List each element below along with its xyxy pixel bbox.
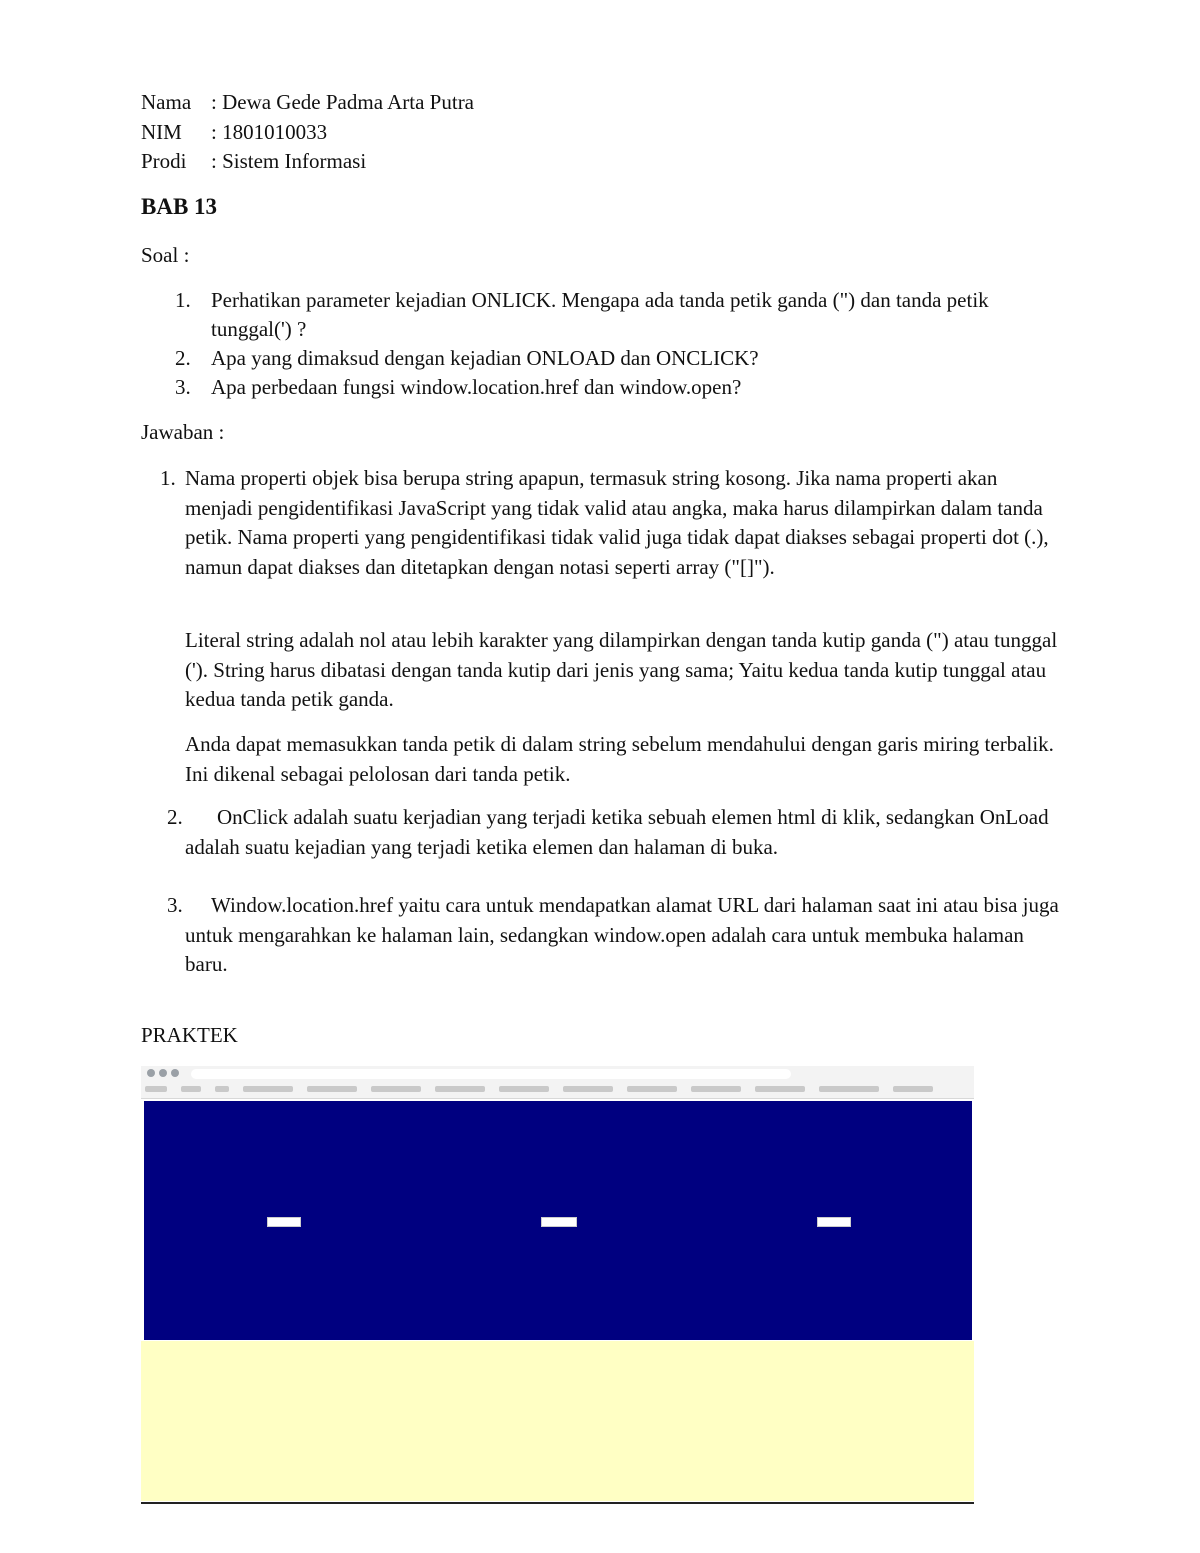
question-item xyxy=(141,344,1041,373)
bookmark-item xyxy=(819,1086,879,1092)
question-item xyxy=(141,286,1041,344)
question-number: 3. xyxy=(175,375,191,399)
bookmark-item xyxy=(181,1086,201,1092)
identity-label: Nama xyxy=(141,90,192,114)
question-number: 1. xyxy=(175,288,191,312)
question-list xyxy=(141,286,1041,402)
answer-2-text: OnClick adalah suatu kerjadian yang terjadi ketika sebuah elemen html di klik, sedangkan OnLoad adalah suatu kejadian yang terjadi ketika elemen dan halaman di buka. xyxy=(185,805,1049,859)
bookmark-item xyxy=(893,1086,933,1092)
practice-screenshot xyxy=(141,1066,974,1503)
bookmark-item xyxy=(371,1086,421,1092)
answer-3-text: Window.location.href yaitu cara untuk mendapatkan alamat URL dari halaman saat ini atau bisa juga untuk mengarahkan ke halaman lain, sedangkan window.open adalah cara untuk membuka halaman baru. xyxy=(185,893,1059,976)
identity-row-prodi xyxy=(141,147,474,177)
rendered-page-blue-section xyxy=(144,1101,972,1340)
identity-row-nama xyxy=(141,88,474,118)
bookmark-item xyxy=(499,1086,549,1092)
praktek-label: PRAKTEK xyxy=(141,1023,238,1047)
bookmark-item xyxy=(627,1086,677,1092)
bookmark-item xyxy=(243,1086,293,1092)
answer-number: 3. xyxy=(167,893,183,917)
demo-button xyxy=(817,1217,851,1227)
question-text: Apa yang dimaksud dengan kejadian ONLOAD dan ONCLICK? xyxy=(211,346,759,370)
answer-number: 2. xyxy=(167,805,183,829)
bottom-divider xyxy=(141,1502,974,1504)
bookmark-item xyxy=(215,1086,229,1092)
answer-1-paragraph-2: Literal string adalah nol atau lebih karakter yang dilampirkan dengan tanda kutip ganda (") atau tunggal ('). String harus dibatasi dengan tanda kutip dari jenis yang sama; Yaitu kedua tanda kutip tunggal atau kedua tanda petik ganda. xyxy=(185,628,1058,711)
identity-block xyxy=(141,88,474,177)
bookmark-item xyxy=(563,1086,613,1092)
bookmark-item xyxy=(307,1086,357,1092)
bookmark-item xyxy=(145,1086,167,1092)
bookmark-item xyxy=(755,1086,805,1092)
answer-number: 1. xyxy=(160,466,176,490)
bookmark-item xyxy=(691,1086,741,1092)
browser-toolbar xyxy=(141,1066,974,1099)
forward-icon xyxy=(159,1069,167,1077)
identity-value: : 1801010033 xyxy=(211,119,328,144)
identity-value: : Dewa Gede Padma Arta Putra xyxy=(211,90,475,114)
answer-1-paragraph-3: Anda dapat memasukkan tanda petik di dalam string sebelum mendahului dengan garis miring terbalik. Ini dikenal sebagai pelolosan dari tanda petik. xyxy=(185,732,1054,786)
reload-icon xyxy=(171,1069,179,1077)
question-number: 2. xyxy=(175,346,191,370)
jawaban-label: Jawaban : xyxy=(141,420,225,444)
question-item xyxy=(141,373,1041,402)
identity-label: NIM xyxy=(141,119,182,144)
demo-button xyxy=(541,1217,577,1227)
identity-value: : Sistem Informasi xyxy=(211,149,367,173)
chapter-heading: BAB 13 xyxy=(141,194,218,219)
bookmarks-bar xyxy=(145,1084,970,1093)
answer-1-paragraph-1: Nama properti objek bisa berupa string apapun, termasuk string kosong. Jika nama properti akan menjadi pengidentifikasi JavaScript yang tidak valid atau angka, maka harus dilampirkan dalam tanda petik. Nama properti yang pengidentifikasi tidak valid juga tidak dapat diakses sebagai properti dot (.), namun dapat diakses dan ditetapkan dengan notasi seperti array ("[]"). xyxy=(185,466,1049,579)
identity-label: Prodi xyxy=(141,149,187,173)
address-bar xyxy=(191,1069,791,1079)
back-icon xyxy=(147,1069,155,1077)
soal-label: Soal : xyxy=(141,243,190,267)
question-text: Apa perbedaan fungsi window.location.href dan window.open? xyxy=(211,375,742,399)
bookmark-item xyxy=(435,1086,485,1092)
identity-row-nim xyxy=(141,118,474,148)
demo-button xyxy=(267,1217,301,1227)
question-text: Perhatikan parameter kejadian ONLICK. Mengapa ada tanda petik ganda (") dan tanda petik tunggal(') ? xyxy=(211,288,989,341)
rendered-page-yellow-section xyxy=(141,1341,974,1501)
